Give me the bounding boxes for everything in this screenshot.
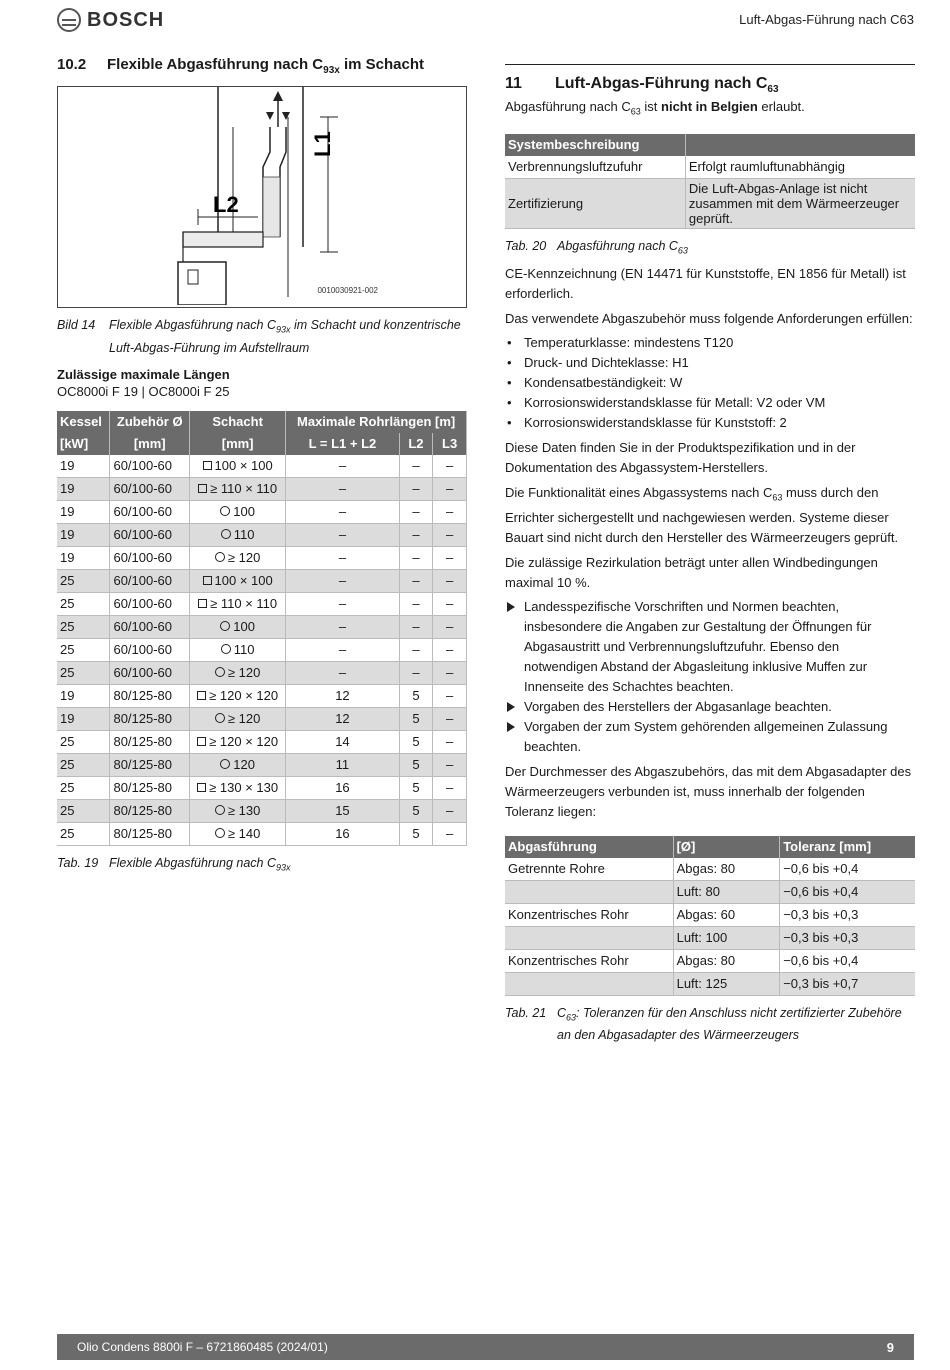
section-rule <box>505 64 915 65</box>
cell-l2: – <box>399 455 433 478</box>
cell-l2: 5 <box>399 799 433 822</box>
para-recirculation: Die zulässige Rezirkulation beträgt unter allen Windbedingungen maximal 10 %. <box>505 554 878 590</box>
cell-l: – <box>286 638 399 661</box>
square-shaft-icon <box>197 783 206 792</box>
table-row <box>57 455 467 478</box>
cell-l3: – <box>433 592 467 615</box>
list-item: • Druck- und Dichteklasse: H1 <box>505 353 915 373</box>
cell-kessel: 25 <box>57 661 110 684</box>
page-number: 9 <box>886 1339 894 1355</box>
list-item: • Korrosionswiderstandsklasse für Kunststoff: 2 <box>505 413 915 433</box>
round-shaft-icon <box>215 552 225 562</box>
cell-schacht: ≥ 120 <box>190 661 286 684</box>
para-diameter: Der Durchmesser des Abgaszubehörs, das mit dem Abgasadapter des Wärmeerzeugers verbunden ist, muss innerhalb der folgenden Toleranz liegen: <box>505 763 912 819</box>
cell-zubehoer: 60/100-60 <box>110 592 190 615</box>
round-shaft-icon <box>215 805 225 815</box>
cell-schacht: 120 <box>190 753 286 776</box>
brand-logo <box>57 8 164 32</box>
cell-label: Verbrennungsluftzufuhr <box>505 156 685 179</box>
table-row <box>57 799 467 822</box>
cell-schacht: 100 × 100 <box>190 569 286 592</box>
cell-l2: – <box>399 661 433 684</box>
cell-zubehoer: 60/100-60 <box>110 638 190 661</box>
para-ce: CE-Kennzeichnung (EN 14471 für Kunststoffe, EN 1856 für Metall) ist erforderlich. <box>505 266 906 302</box>
figure-code: 0010030921-002 <box>317 286 378 295</box>
cell-schacht: 100 <box>190 500 286 523</box>
cell-schacht: 110 <box>190 638 286 661</box>
cell-abgasfuehrung: Konzentrisches Rohr <box>505 903 673 926</box>
page-footer <box>57 1334 914 1360</box>
boiler-models: OC8000i F 19 | OC8000i F 25 <box>57 383 230 399</box>
figure-caption: Bild 14 Flexible Abgasführung nach $C_{93x}$ im Schacht und konzentrische Luft-Abgas-Führung im Aufstellraum <box>57 318 461 355</box>
cell-tolerance: −0,6 bis +0,4 <box>780 949 915 972</box>
table-row <box>57 569 467 592</box>
section-title-10-2: 10.2 Flexible Abgasführung nach $C_{93x}$ im Schacht <box>57 56 425 76</box>
label-l2: L2 <box>213 192 239 217</box>
table-row <box>57 822 467 845</box>
cell-l2: – <box>399 638 433 661</box>
cell-l: – <box>286 592 399 615</box>
cell-tolerance: −0,6 bis +0,4 <box>780 858 915 881</box>
cell-schacht: ≥ 120 × 120 <box>190 684 286 707</box>
cell-schacht: 100 <box>190 615 286 638</box>
round-shaft-icon <box>215 713 225 723</box>
cell-l: – <box>286 615 399 638</box>
col-l2: L2 <box>399 433 433 455</box>
cell-l3: – <box>433 546 467 569</box>
brand-name: BOSCH <box>87 8 165 31</box>
cell-l3: – <box>433 799 467 822</box>
table-row <box>57 592 467 615</box>
table-row <box>57 500 467 523</box>
cell-l3: – <box>433 707 467 730</box>
col-max-lengths: Maximale Rohrlängen [m] <box>286 411 467 433</box>
cell-l3: – <box>433 500 467 523</box>
cell-kessel: 25 <box>57 730 110 753</box>
cell-zubehoer: 80/125-80 <box>110 799 190 822</box>
cell-zubehoer: 60/100-60 <box>110 455 190 478</box>
table-19: Kessel Zubehör Ø Schacht Maximale Rohrlängen [m] [kW] [mm] [mm] L = L1 + L2 L2 L3 19 60/100-60 100 × 100 – – – 19 60/100-60 ≥ 110 × 110 – – – 19 60/100-60 100 – – – 19 60/100-60 110 – – – 19 60/100-60 ≥ 120 – – – 25 60/100-60 100 × 100 – – – 25 60/100-60 ≥ 110 × 110 – – – 25 60/100-60 100 – – – 25 60/100-60 110 – – – 25 60/100-60 ≥ 120 – – – 19 80/125-80 ≥ 120 × 120 12 5 – 19 80/125-80 ≥ 120 12 5 – 25 80/125-80 ≥ 120 × 120 14 5 – 25 80/125-80 120 11 5 – 25 80/125-80 ≥ 130 × 130 16 5 – 25 80/125-80 ≥ 130 15 5 – 25 80/125-80 ≥ 140 16 5 – <box>57 411 467 846</box>
para-requirements: Das verwendete Abgaszubehör muss folgende Anforderungen erfüllen: <box>505 311 913 327</box>
cell-kessel: 19 <box>57 523 110 546</box>
cell-zubehoer: 60/100-60 <box>110 477 190 500</box>
cell-zubehoer: 80/125-80 <box>110 776 190 799</box>
cell-label: Zertifizierung <box>505 178 685 228</box>
cell-l: 14 <box>286 730 399 753</box>
cell-l: 16 <box>286 776 399 799</box>
cell-l2: – <box>399 615 433 638</box>
table-row <box>505 972 915 995</box>
cell-schacht: ≥ 120 × 120 <box>190 730 286 753</box>
cell-tolerance: −0,6 bis +0,4 <box>780 880 915 903</box>
cell-l: 11 <box>286 753 399 776</box>
col-schacht: Schacht <box>190 411 286 433</box>
col-l: L = L1 + L2 <box>286 433 399 455</box>
round-shaft-icon <box>215 828 225 838</box>
cell-kessel: 19 <box>57 546 110 569</box>
cell-l3: – <box>433 730 467 753</box>
cell-l2: 5 <box>399 776 433 799</box>
table-row <box>57 661 467 684</box>
cell-diameter: Luft: 80 <box>673 880 780 903</box>
cell-schacht: ≥ 140 <box>190 822 286 845</box>
subhead-max-lengths: Zulässige maximale Längen <box>57 366 230 382</box>
table-row <box>57 753 467 776</box>
table-row <box>505 858 915 881</box>
table-21-caption: Tab. 21 $C_{63}$: Toleranzen für den Anschluss nicht zertifizierter Zubehöre an den Abgasadapter des Wärmeerzeugers <box>505 1005 902 1043</box>
cell-diameter: Luft: 100 <box>673 926 780 949</box>
bosch-armature-icon <box>57 8 81 32</box>
cell-l3: – <box>433 455 467 478</box>
cell-zubehoer: 60/100-60 <box>110 661 190 684</box>
cell-abgasfuehrung <box>505 926 673 949</box>
cell-l3: – <box>433 615 467 638</box>
table-row <box>57 776 467 799</box>
left-column <box>57 56 467 876</box>
round-shaft-icon <box>220 506 230 516</box>
cell-l: 16 <box>286 822 399 845</box>
cell-l: – <box>286 523 399 546</box>
cell-l2: 5 <box>399 707 433 730</box>
square-shaft-icon <box>197 737 206 746</box>
cell-l2: – <box>399 546 433 569</box>
table-row <box>505 903 915 926</box>
round-shaft-icon <box>220 621 230 631</box>
square-shaft-icon <box>198 599 207 608</box>
cell-zubehoer: 60/100-60 <box>110 615 190 638</box>
label-l1: L1 <box>310 131 335 157</box>
round-shaft-icon <box>221 529 231 539</box>
table-row <box>57 684 467 707</box>
para-data: Diese Daten finden Sie in der Produktspezifikation und in der Dokumentation des Abgassystem-Herstellers. <box>505 440 856 476</box>
cell-value: Die Luft-Abgas-Anlage ist nicht zusammen mit dem Wärmeerzeuger geprüft. <box>685 178 915 228</box>
cell-l2: 5 <box>399 684 433 707</box>
table-row <box>505 156 915 179</box>
cell-kessel: 25 <box>57 776 110 799</box>
cell-kessel: 25 <box>57 799 110 822</box>
para-function: Die Funktionalität eines Abgassystems nach $C_{63}$ muss durch den Errichter sichergestellt und nachgewiesen werden. Systeme dieser Bauart sind nicht durch den Hersteller des Wärmeerzeugers geprüft. <box>505 485 899 545</box>
cell-l: – <box>286 477 399 500</box>
table-20: Systembeschreibung Verbrennungsluftzufuhr Erfolgt raumluftunabhängig Zertifizierung Die Luft-Abgas-Anlage ist nicht zusammen mit dem Wärmeerzeuger geprüft. <box>505 134 915 229</box>
table-row <box>505 880 915 903</box>
intro-belgium: Abgasführung nach $C_{63}$ ist nicht in Belgien erlaubt. <box>505 99 805 117</box>
cell-diameter: Abgas: 80 <box>673 949 780 972</box>
cell-l2: – <box>399 569 433 592</box>
cell-l2: – <box>399 523 433 546</box>
cell-l3: – <box>433 477 467 500</box>
cell-zubehoer: 60/100-60 <box>110 523 190 546</box>
list-item: • Temperaturklasse: mindestens T120 <box>505 333 915 353</box>
table-row <box>505 926 915 949</box>
cell-l2: – <box>399 500 433 523</box>
list-item: • Korrosionswiderstandsklasse für Metall: V2 oder VM <box>505 393 915 413</box>
cell-zubehoer: 80/125-80 <box>110 822 190 845</box>
cell-l: – <box>286 569 399 592</box>
cell-abgasfuehrung <box>505 880 673 903</box>
cell-zubehoer: 60/100-60 <box>110 569 190 592</box>
table-row <box>505 178 915 228</box>
cell-schacht: 100 × 100 <box>190 455 286 478</box>
section-title-11: 11 Luft-Abgas-Führung nach $C_{63}$ <box>505 75 779 96</box>
cell-l2: – <box>399 477 433 500</box>
cell-schacht: ≥ 110 × 110 <box>190 592 286 615</box>
cell-kessel: 25 <box>57 615 110 638</box>
cell-abgasfuehrung <box>505 972 673 995</box>
cell-value: Erfolgt raumluftunabhängig <box>685 156 915 179</box>
cell-l3: – <box>433 523 467 546</box>
cell-tolerance: −0,3 bis +0,7 <box>780 972 915 995</box>
cell-tolerance: −0,3 bis +0,3 <box>780 926 915 949</box>
requirements-list <box>505 333 915 433</box>
flue-installation-figure <box>57 86 467 308</box>
right-column <box>505 64 915 1044</box>
cell-schacht: ≥ 120 <box>190 707 286 730</box>
round-shaft-icon <box>215 667 225 677</box>
cell-kessel: 25 <box>57 638 110 661</box>
cell-l2: 5 <box>399 822 433 845</box>
cell-zubehoer: 60/100-60 <box>110 546 190 569</box>
running-title: Luft-Abgas-Führung nach C63 <box>739 12 914 27</box>
cell-schacht: ≥ 130 × 130 <box>190 776 286 799</box>
cell-l3: – <box>433 753 467 776</box>
cell-schacht: ≥ 120 <box>190 546 286 569</box>
cell-zubehoer: 80/125-80 <box>110 707 190 730</box>
round-shaft-icon <box>220 759 230 769</box>
cell-l: – <box>286 455 399 478</box>
cell-l: 12 <box>286 684 399 707</box>
cell-l: – <box>286 661 399 684</box>
table-row <box>57 523 467 546</box>
list-item: Vorgaben der zum System gehörenden allgemeinen Zulassung beachten. <box>505 717 915 757</box>
cell-l3: – <box>433 684 467 707</box>
cell-schacht: ≥ 110 × 110 <box>190 477 286 500</box>
cell-l3: – <box>433 661 467 684</box>
table-19-caption: Tab. 19 Flexible Abgasführung nach $C_{93x}$ <box>57 855 291 872</box>
list-item: Vorgaben des Herstellers der Abgasanlage beachten. <box>505 697 915 717</box>
cell-l3: – <box>433 776 467 799</box>
table-row <box>57 546 467 569</box>
table-row <box>505 949 915 972</box>
list-item: Landesspezifische Vorschriften und Normen beachten, insbesondere die Angaben zur Gestaltung der Öffnungen für Abgasaustritt und Verbrennungsluftzufuhr. Ebenso den notwendigen Abstand der Abgasleitung inklusive Muffen zur Innenseite des Schachtes beachten. <box>505 597 915 697</box>
cell-l: – <box>286 546 399 569</box>
cell-kessel: 19 <box>57 684 110 707</box>
cell-kessel: 25 <box>57 569 110 592</box>
cell-diameter: Abgas: 80 <box>673 858 780 881</box>
cell-l: 12 <box>286 707 399 730</box>
cell-l: – <box>286 500 399 523</box>
square-shaft-icon <box>197 691 206 700</box>
square-shaft-icon <box>198 484 207 493</box>
table-row <box>57 707 467 730</box>
cell-l2: 5 <box>399 753 433 776</box>
table-row <box>57 638 467 661</box>
cell-kessel: 19 <box>57 500 110 523</box>
cell-zubehoer: 80/125-80 <box>110 684 190 707</box>
col-l3: L3 <box>433 433 467 455</box>
cell-kessel: 25 <box>57 753 110 776</box>
footer-doc: Olio Condens 8800i F – 6721860485 (2024/01) <box>77 1340 328 1354</box>
cell-diameter: Abgas: 60 <box>673 903 780 926</box>
table-row <box>57 477 467 500</box>
table-row <box>57 730 467 753</box>
cell-kessel: 19 <box>57 707 110 730</box>
round-shaft-icon <box>221 644 231 654</box>
cell-zubehoer: 60/100-60 <box>110 500 190 523</box>
cell-kessel: 19 <box>57 455 110 478</box>
list-item: • Kondensatbeständigkeit: W <box>505 373 915 393</box>
col-zubehoer: Zubehör Ø <box>110 411 190 433</box>
cell-schacht: ≥ 130 <box>190 799 286 822</box>
table-row <box>57 615 467 638</box>
cell-kessel: 25 <box>57 592 110 615</box>
cell-zubehoer: 80/125-80 <box>110 753 190 776</box>
cell-tolerance: −0,3 bis +0,3 <box>780 903 915 926</box>
cell-schacht: 110 <box>190 523 286 546</box>
instructions-list <box>505 597 915 757</box>
cell-abgasfuehrung: Getrennte Rohre <box>505 858 673 881</box>
table-21: Abgasführung [Ø] Toleranz [mm] Getrennte Rohre Abgas: 80 −0,6 bis +0,4 Luft: 80 −0,6 bis +0,4 Konzentrisches Rohr Abgas: 60 −0,3 bis +0,3 Luft: 100 −0,3 bis +0,3 Konzentrisches Rohr Abgas: 80 −0,6 bis +0,4 Luft: 125 −0,3 bis +0,7 <box>505 836 915 996</box>
cell-l2: 5 <box>399 730 433 753</box>
flue-diagram-icon <box>58 87 466 305</box>
cell-zubehoer: 80/125-80 <box>110 730 190 753</box>
cell-abgasfuehrung: Konzentrisches Rohr <box>505 949 673 972</box>
cell-l2: – <box>399 592 433 615</box>
cell-kessel: 25 <box>57 822 110 845</box>
cell-l3: – <box>433 822 467 845</box>
square-shaft-icon <box>203 461 212 470</box>
square-shaft-icon <box>203 576 212 585</box>
cell-diameter: Luft: 125 <box>673 972 780 995</box>
table-20-caption: Tab. 20 Abgasführung nach $C_{63}$ <box>505 238 688 256</box>
col-kessel: Kessel <box>57 411 110 433</box>
cell-l3: – <box>433 569 467 592</box>
cell-l3: – <box>433 638 467 661</box>
cell-kessel: 19 <box>57 477 110 500</box>
cell-l: 15 <box>286 799 399 822</box>
